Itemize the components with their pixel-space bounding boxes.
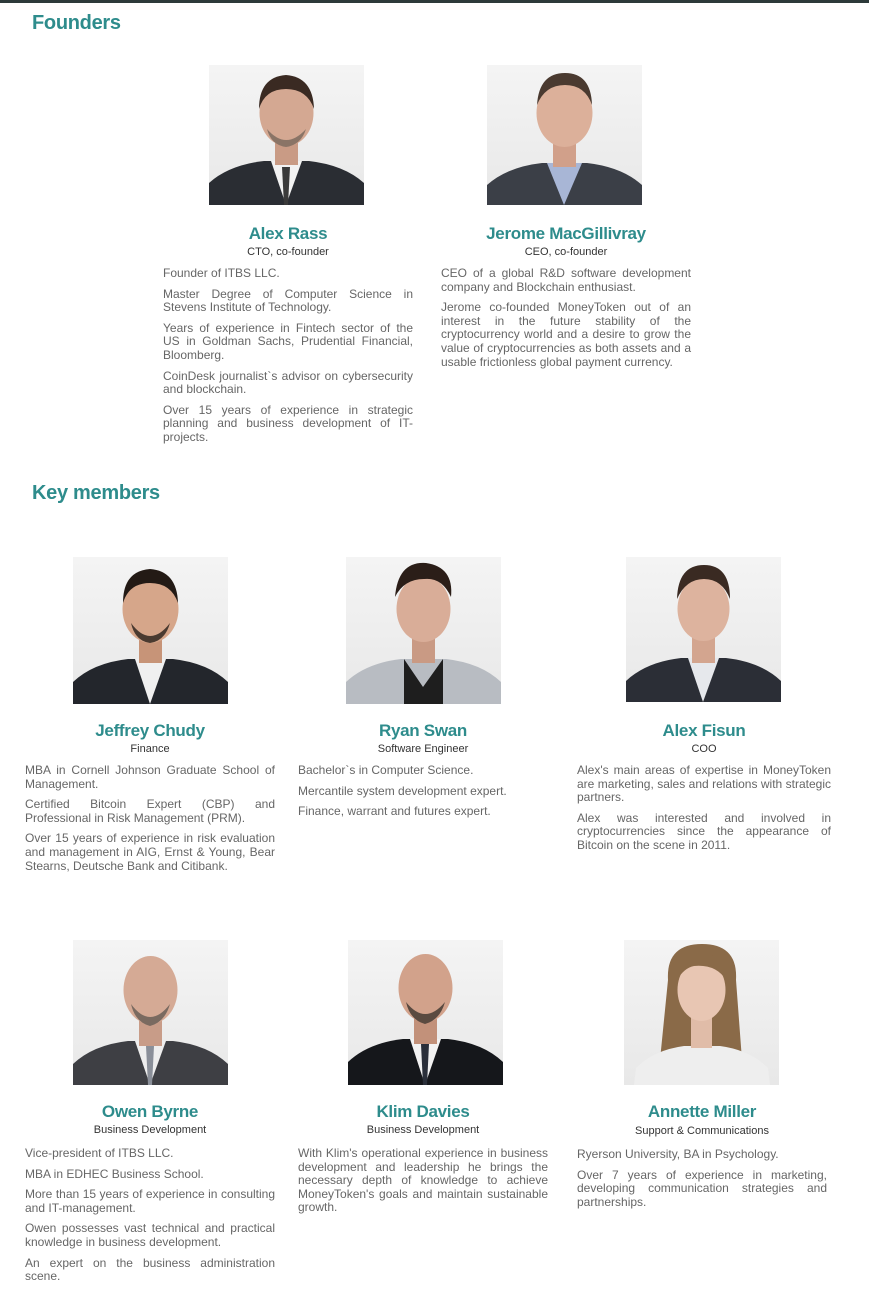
person-silhouette-icon bbox=[626, 557, 781, 702]
bio-line: Mercantile system development expert. bbox=[298, 783, 507, 798]
person-role: CTO, co-founder bbox=[247, 246, 329, 258]
person-name: Ryan Swan bbox=[379, 721, 467, 740]
bio-line: CoinDesk journalist`s advisor on cybersecurity and blockchain. bbox=[163, 368, 413, 397]
person-bio bbox=[577, 764, 831, 860]
person-silhouette-icon bbox=[73, 557, 228, 704]
bio-line: MBA in EDHEC Business School. bbox=[25, 1166, 204, 1181]
bio-line: Vice-president of ITBS LLC. bbox=[25, 1146, 174, 1160]
bio-line: Over 15 years of experience in risk evaluation and management in AIG, Ernst & Young, Bear Stearns, Deutsche Bank and Citibank. bbox=[25, 831, 275, 873]
person-bio bbox=[298, 1147, 548, 1222]
key-members-heading: Key members bbox=[32, 482, 160, 504]
portrait-annette-miller bbox=[624, 940, 779, 1085]
portrait-jeffrey-chudy bbox=[73, 557, 228, 704]
person-role: Business Development bbox=[93, 1124, 207, 1136]
person-role: CEO, co-founder bbox=[524, 246, 608, 258]
person-bio bbox=[25, 1147, 275, 1291]
person-name: Jeffrey Chudy bbox=[95, 721, 205, 740]
portrait-owen-byrne bbox=[73, 940, 228, 1085]
portrait-jerome-macgillivray bbox=[487, 65, 642, 205]
bio-line: An expert on the business administration scene. bbox=[25, 1255, 275, 1284]
bio-line: Bachelor`s in Computer Science. bbox=[298, 763, 474, 777]
person-name: Annette Miller bbox=[647, 1102, 757, 1121]
bio-line: MBA in Cornell Johnson Graduate School of Management. bbox=[25, 763, 275, 791]
person-name: Jerome MacGillivray bbox=[486, 224, 646, 243]
bio-line: Finance, warrant and futures expert. bbox=[298, 804, 491, 819]
bio-line: Jerome co-founded MoneyToken out of an interest in the future stability of the cryptocurrency world and a desire to grow the value of cryptocurrencies as both assets and a usable frictionless global payment currency. bbox=[441, 300, 691, 369]
bio-line: Alex was interested and involved in cryptocurrencies since the appearance of Bitcoin on the scene in 2011. bbox=[577, 810, 831, 852]
bio-line: Years of experience in Fintech sector of the US in Goldman Sachs, Prudential Financial, Bloomberg. bbox=[163, 320, 413, 362]
founders-heading: Founders bbox=[32, 12, 121, 34]
person-role: Software Engineer bbox=[377, 743, 469, 755]
person-role: COO bbox=[691, 743, 717, 755]
person-bio bbox=[298, 764, 548, 826]
person-bio bbox=[163, 267, 413, 452]
person-silhouette-icon bbox=[348, 940, 503, 1085]
portrait-ryan-swan bbox=[346, 557, 501, 704]
person-silhouette-icon bbox=[73, 940, 228, 1085]
bio-line: Over 7 years of experience in marketing, developing communication strategies and partnerships. bbox=[577, 1167, 827, 1209]
bio-line: CEO of a global R&D software development company and Blockchain enthusiast. bbox=[441, 266, 691, 294]
person-name: Alex Fisun bbox=[662, 721, 746, 740]
portrait-alex-fisun bbox=[626, 557, 781, 702]
person-bio bbox=[441, 267, 691, 376]
person-silhouette-icon bbox=[346, 557, 501, 704]
bio-line: More than 15 years of experience in consulting and IT-management. bbox=[25, 1187, 275, 1215]
person-name: Klim Davies bbox=[376, 1102, 470, 1121]
portrait-klim-davies bbox=[348, 940, 503, 1085]
person-role: Support & Communications bbox=[635, 1125, 769, 1137]
person-bio bbox=[25, 764, 275, 880]
person-role: Business Development bbox=[366, 1124, 480, 1136]
person-name: Alex Rass bbox=[248, 224, 328, 243]
person-silhouette-icon bbox=[624, 940, 779, 1085]
bio-line: Founder of ITBS LLC. bbox=[163, 266, 280, 280]
top-border bbox=[0, 0, 869, 3]
bio-line: Ryerson University, BA in Psychology. bbox=[577, 1147, 779, 1161]
person-silhouette-icon bbox=[209, 65, 364, 205]
bio-line: Owen possesses vast technical and practical knowledge in business development. bbox=[25, 1221, 275, 1249]
person-bio bbox=[577, 1148, 827, 1216]
person-silhouette-icon bbox=[487, 65, 642, 205]
bio-line: Alex's main areas of expertise in MoneyToken are marketing, sales and relations with strategic partners. bbox=[577, 763, 831, 805]
person-role: Finance bbox=[130, 743, 170, 755]
bio-line: Master Degree of Computer Science in Stevens Institute of Technology. bbox=[163, 286, 413, 315]
portrait-alex-rass bbox=[209, 65, 364, 205]
bio-line: Over 15 years of experience in strategic planning and business development of IT-projects. bbox=[163, 402, 413, 444]
bio-line: With Klim's operational experience in business development and leadership he brings the necessary depth of knowledge to achieve MoneyToken's goals and maintain sustainable growth. bbox=[298, 1146, 548, 1215]
bio-line: Certified Bitcoin Expert (CBP) and Professional in Risk Management (PRM). bbox=[25, 797, 275, 825]
person-name: Owen Byrne bbox=[101, 1102, 199, 1121]
